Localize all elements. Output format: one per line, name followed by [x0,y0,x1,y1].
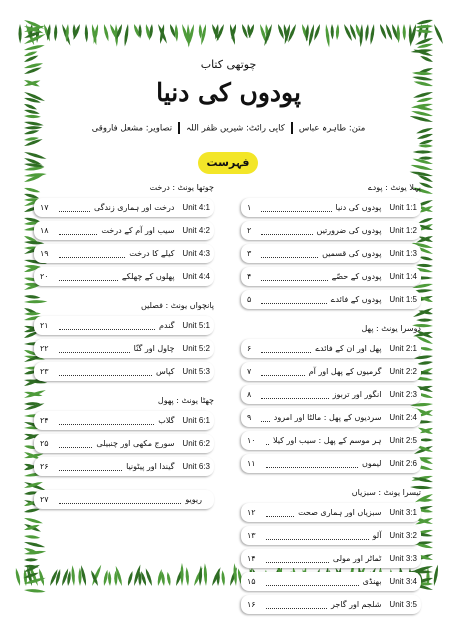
dot-leader [261,249,318,258]
unit-heading: پانچواں یونٹ : فصلیں [141,301,214,310]
unit-code: Unit 4:1 [182,203,210,212]
toc-row[interactable] [241,198,421,217]
unit-code: Unit 6:1 [182,416,210,425]
toc-row[interactable] [34,457,214,476]
unit-code: Unit 1:5 [389,295,417,304]
lesson-title: گندم [159,321,175,330]
page-number: ۱۱ [247,459,256,468]
unit-heading: دوسرا یونٹ : پھل [361,324,421,333]
toc-row[interactable] [241,595,421,614]
toc-row[interactable] [241,549,421,568]
toc-row[interactable] [34,316,214,335]
toc-column-right [241,182,421,618]
toc-row[interactable] [34,339,214,358]
toc-row[interactable] [241,454,421,473]
dot-leader [261,226,312,235]
toc-row[interactable] [34,221,214,240]
page-number: ۹ [247,413,252,422]
unit-code: Unit 3:3 [389,554,417,563]
lesson-title: بھنڈی [362,577,382,586]
unit-code: Unit 4:4 [182,272,210,281]
unit-code: Unit 6:3 [182,462,210,471]
toc-row[interactable] [241,339,421,358]
credits-line [0,122,457,134]
page-number: ۱۴ [247,554,256,563]
page-number: ۲۰ [40,272,49,281]
lesson-title: ٹماٹر اور مولی [332,554,382,563]
dot-leader [266,508,294,517]
toc-row[interactable] [241,385,421,404]
dot-leader [261,367,304,376]
unit-code: Unit 2:1 [389,344,417,353]
page-number: ۲۱ [40,321,49,330]
dot-leader [59,321,155,330]
lesson-title: گیندا اور پیٹونیا [126,462,175,471]
lesson-title: لیموں [361,459,382,468]
lesson-title: آلو [372,531,382,540]
unit-code: Unit 2:4 [389,413,417,422]
unit-code: Unit 2:2 [389,367,417,376]
lesson-title: چاول اور گنّا [133,344,175,353]
unit-code: Unit 5:2 [182,344,210,353]
dot-leader [59,203,90,212]
unit-code: Unit 3:5 [389,600,417,609]
lesson-title: پودوں کی ضرورتیں [316,226,382,235]
toc-row[interactable] [34,198,214,217]
toc-row[interactable] [34,362,214,381]
page-number: ۲۶ [40,462,49,471]
toc-row[interactable] [241,362,421,381]
dot-leader [266,531,369,540]
page-number: ۳ [247,249,252,258]
page-number: ۱۳ [247,531,256,540]
dot-leader [59,367,152,376]
toc-row[interactable] [34,244,214,263]
dot-leader [59,272,118,281]
lesson-title: سورج مکھی اور چنبیلی [96,439,175,448]
unit-code: Unit 1:3 [389,249,417,258]
page-title: پودوں کی دنیا [156,78,301,107]
page-number: ۱۰ [247,436,256,445]
page-number: ۲۵ [40,439,49,448]
lesson-title: درخت اور ہماری زندگی [93,203,175,212]
unit-code: Unit 4:3 [182,249,210,258]
page-number: ۱۶ [247,600,256,609]
unit-heading: تیسرا یونٹ : سبزیاں [351,488,421,497]
lesson-title: پھلوں کے چھلکے [121,272,175,281]
unit-code: Unit 6:2 [182,439,210,448]
toc-row[interactable] [241,572,421,591]
lesson-title: کپاس [155,367,175,376]
lesson-title: انگور اور تربوز [332,390,382,399]
toc-row[interactable] [241,431,421,450]
page-number: ۱ [247,203,252,212]
page-number: ۸ [247,390,252,399]
toc-row[interactable] [34,267,214,286]
toc-badge: فہرست [198,152,258,174]
dot-leader [261,344,311,353]
lesson-title: سبزیاں اور ہماری صحت [298,508,382,517]
toc-row[interactable] [241,267,421,286]
page-number: ۱۷ [40,203,49,212]
credit-copyright: کاپی رائٹ: شیریں ظفر اللہ [186,123,285,134]
unit-code: Unit 3:4 [389,577,417,586]
unit-code: Unit 2:5 [389,436,417,445]
series-label: چوتھی کتاب [200,58,257,71]
dot-leader [59,249,126,258]
unit-code: Unit 2:6 [389,459,417,468]
lesson-title: کیلے کا درخت [129,249,175,258]
toc-row[interactable] [241,221,421,240]
dot-leader [59,344,130,353]
credit-text-author: متن: طاہرہ عباس [298,123,366,134]
toc-row[interactable] [34,411,214,430]
dot-leader [59,495,182,504]
lesson-title: پودوں کے فائدے [330,295,382,304]
lesson-title: پودوں کے حصّے [331,272,382,281]
dot-leader [266,577,359,586]
page-number: ۱۲ [247,508,256,517]
lesson-title: شلجم اور گاجر [330,600,382,609]
dot-leader [59,439,93,448]
unit-code: Unit 3:2 [389,531,417,540]
unit-code: Unit 5:1 [182,321,210,330]
page-number: ۱۸ [40,226,49,235]
lesson-title: پودوں کی قسمیں [322,249,382,258]
page-number: ۲۳ [40,367,49,376]
dot-leader [261,390,328,399]
page-number: ۱۹ [40,249,49,258]
page-number: ۲۷ [40,495,49,504]
toc-row[interactable] [34,490,214,509]
lesson-title: سردیوں کے پھل : مالٹا اور امرود [273,413,382,422]
dot-leader [261,272,327,281]
unit-heading: پہلا یونٹ : پودے [367,183,421,192]
unit-code: Unit 4:2 [182,226,210,235]
page-number: ۴ [247,272,252,281]
page-number: ۲۲ [40,344,49,353]
page-number: ۷ [247,367,252,376]
page-number: ۶ [247,344,252,353]
unit-code: Unit 3:1 [389,508,417,517]
dot-leader [266,459,358,468]
unit-code: Unit 1:4 [389,272,417,281]
dot-leader [261,413,269,422]
page-number: ۲۴ [40,416,49,425]
toc-row[interactable] [241,244,421,263]
toc-column-left [34,182,214,513]
toc-row[interactable] [241,526,421,545]
lesson-title: ہر موسم کے پھل : سیب اور کیلا [272,436,382,445]
lesson-title: پھل اور ان کے فائدے [315,344,382,353]
unit-code: Unit 5:3 [182,367,210,376]
lesson-title: ریویو [185,495,202,504]
dot-leader [266,436,269,445]
unit-code: Unit 2:3 [389,390,417,399]
unit-code: Unit 1:1 [389,203,417,212]
page-number: ۱۵ [247,577,256,586]
page-number: ۲ [247,226,252,235]
dot-leader [261,203,331,212]
unit-code: Unit 1:2 [389,226,417,235]
dot-leader [59,416,155,425]
toc-row[interactable] [34,434,214,453]
dot-leader [266,554,329,563]
toc-row[interactable] [241,503,421,522]
page-number: ۵ [247,295,252,304]
lesson-title: گلاب [158,416,175,425]
unit-heading: چھٹا یونٹ : پھول [157,396,214,405]
dot-leader [59,226,98,235]
dot-leader [266,600,327,609]
dot-leader [261,295,327,304]
lesson-title: پودوں کی دنیا [335,203,382,212]
unit-heading: چوتھا یونٹ : درخت [149,183,214,192]
lesson-title: سیب اور آم کے درخت [101,226,175,235]
lesson-title: گرمیوں کے پھل اور آم [308,367,382,376]
credit-illustrations: تصاویر: مشعل فاروقی [91,123,173,134]
dot-leader [59,462,122,471]
toc-row[interactable] [241,408,421,427]
toc-row[interactable] [241,290,421,309]
